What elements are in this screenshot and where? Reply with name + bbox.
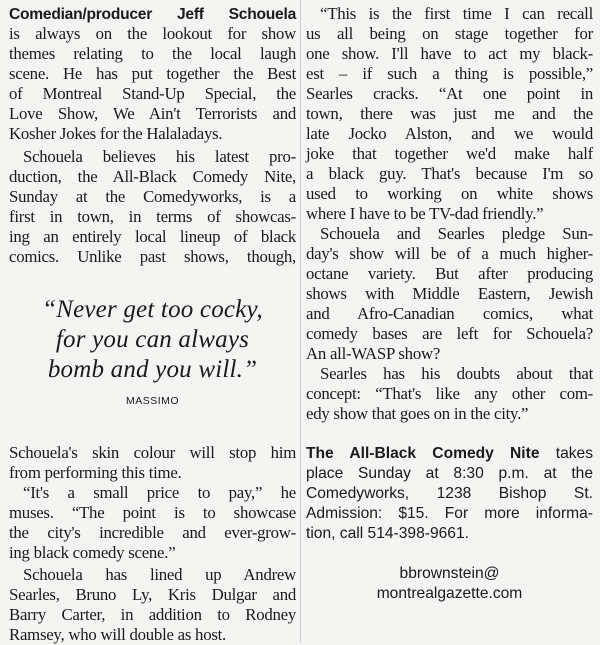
text-line: Searles, Bruno Ly, Kris Dulgar and [9, 585, 296, 604]
right-column [306, 4, 593, 604]
text-line [9, 4, 296, 24]
text-line: used to working on white shows [306, 184, 593, 203]
paragraph [9, 565, 296, 645]
email-line: bbrownstein@ [399, 565, 500, 582]
text-line: town, there was just me and the [306, 104, 593, 123]
text-line: joke that together we'd make half [306, 144, 593, 163]
event-info-text: takes [539, 445, 594, 462]
text-line: us all being on stage together for [306, 24, 593, 43]
text-line: one show. I'll have to act my black- [306, 44, 593, 63]
event-title: The All-Black Comedy Nite [306, 445, 540, 462]
pull-quote [9, 281, 296, 443]
text-line: “This is the first time I can recall [320, 4, 593, 23]
text-line: a black guy. That's because I'm so [306, 164, 593, 183]
author-email [306, 564, 593, 604]
pull-quote-line: bomb and you will.” [47, 356, 258, 383]
text-line: day's show will be of a much higher- [306, 244, 593, 263]
text-line: Searles has his doubts about that [320, 364, 593, 383]
text-line: where I have to be TV-dad friendly.” [306, 204, 544, 223]
text-line: Searles cracks. “At one point in [306, 84, 593, 103]
text-line: concept: “That's like any other com- [306, 384, 593, 403]
text-line: “It's a small price to pay,” he [23, 483, 296, 502]
text-line: comedy bases are left for Schouela? [306, 324, 593, 343]
paragraph [306, 364, 593, 424]
paragraph-intro [9, 4, 296, 144]
paragraph [9, 443, 296, 483]
text-line: and Afro-Canadian comics, what [306, 304, 593, 323]
pull-quote-line: for you can always [55, 326, 250, 353]
paragraph [9, 483, 296, 563]
text-line: scene. He has put together the Best [9, 64, 296, 83]
text-line: Schouela believes his latest pro- [23, 147, 296, 166]
text-line: Kosher Jokes for the Halaladays. [9, 124, 223, 143]
text-line: octane variety. But after producing [306, 264, 593, 283]
pull-quote-attribution: MASSIMO [125, 395, 180, 407]
text-line: is always on the lookout for show [9, 24, 296, 43]
text-line: duction, the All-Black Comedy Nite, [9, 167, 296, 186]
text-line [306, 444, 593, 464]
text-line: ing black comedy scene.” [9, 543, 176, 562]
text-line: Ramsey, who will double as host. [9, 625, 226, 644]
left-column [9, 4, 296, 645]
text-line: first in town, in terms of showcas- [9, 207, 296, 226]
text-line: shows with Middle Eastern, Jewish [306, 284, 593, 303]
text-line: Barry Carter, in addition to Rodney [9, 605, 296, 624]
text-line: Love Show, We Ain't Terrorists and [9, 104, 296, 123]
email-line: montrealgazette.com [376, 585, 523, 602]
text-line: Schouela and Searles pledge Sun- [320, 224, 593, 243]
paragraph [9, 147, 296, 267]
text-line: late Jocko Alston, and we would [306, 124, 593, 143]
paragraph [306, 4, 593, 224]
text-line: est – if such a thing is possible,” [306, 64, 593, 83]
text-line: of Montreal Stand-Up Special, the [9, 84, 296, 103]
text-line: Schouela has lined up Andrew [23, 565, 296, 584]
text-line: Comedyworks, 1238 Bishop St. [306, 485, 593, 502]
text-line: comics. Unlike past shows, though, [9, 247, 296, 266]
paragraph [306, 224, 593, 364]
text-line: the city's incredible and ever-grow- [9, 523, 296, 542]
text-line: Admission: $15. For more informa- [306, 505, 593, 522]
event-info [306, 444, 593, 544]
text-line: place Sunday at 8:30 p.m. at the [306, 465, 593, 482]
text-line: from performing this time. [9, 463, 182, 482]
text-line: edy show that goes on in the city.” [306, 404, 529, 423]
column-divider [300, 0, 301, 642]
text-line: Schouela's skin colour will stop him [9, 443, 296, 462]
text-line: tion, call 514-398-9661. [306, 525, 469, 542]
text-line: ing an entirely local lineup of black [9, 227, 296, 246]
text-line: Sunday at the Comedyworks, is a [9, 187, 296, 206]
text-line: An all-WASP show? [306, 344, 441, 363]
text-line: themes relating to the local laugh [9, 44, 296, 63]
pull-quote-line: “Never get too cocky, [42, 296, 263, 323]
lead-in-name: Comedian/producer Jeff Schouela [9, 6, 296, 23]
text-line: muses. “The point is to showcase [9, 503, 296, 522]
